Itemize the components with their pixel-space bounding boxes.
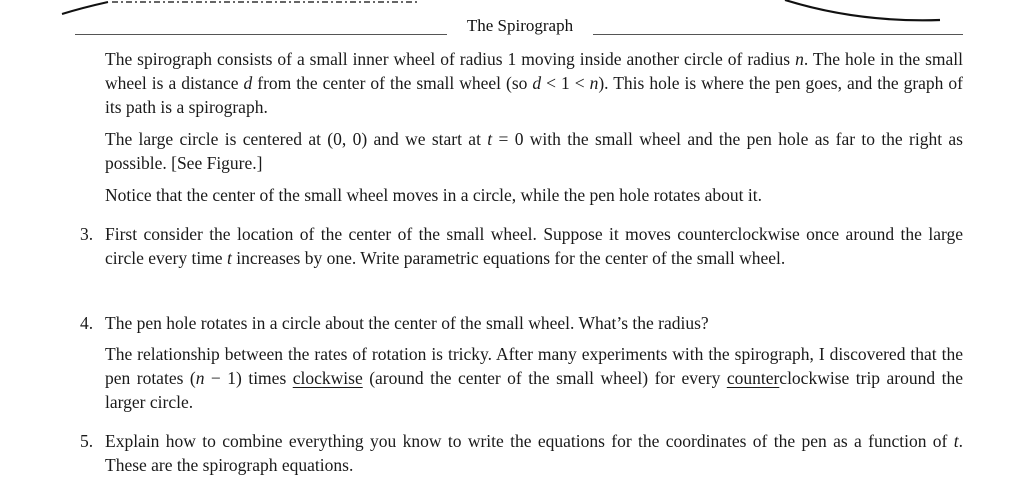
- item5-text-2: . These are the spirograph equations.: [105, 431, 963, 475]
- p2-text-2: = 0 with the small wheel and the pen hole as far to the right as possible. [See Figure.]: [105, 129, 963, 173]
- p1-text-1: The spirograph consists of a small inner wheel of radius 1 moving inside another circle of radius: [105, 49, 796, 69]
- item-body: The pen hole rotates in a circle about the center of the small wheel. What’s the radius?: [105, 313, 709, 333]
- p1-math-n2: n: [589, 73, 599, 93]
- item5-math-t: t: [953, 431, 959, 451]
- p1-text-2: . The hole in the small wheel is a distance: [105, 49, 963, 93]
- section-title: The Spirograph: [466, 16, 574, 35]
- item3-text-2: increases by one. Write parametric equations for the center of the small wheel.: [231, 248, 786, 268]
- p1-math-n: n: [795, 49, 804, 69]
- intro-paragraph-1: [105, 47, 963, 119]
- item3-math-t: t: [226, 248, 232, 268]
- header-rule-right: [593, 34, 963, 35]
- p1-math-d: d: [243, 73, 253, 93]
- item-4-followup: [105, 342, 963, 414]
- intro-paragraph-3: Notice that the center of the small wheel moves in a circle, while the pen hole rotates about it.: [105, 185, 762, 205]
- left-pen-stroke: [62, 2, 108, 14]
- underlined-counter: counter: [726, 368, 780, 388]
- followup-text-3: (around the center of the small wheel) for every: [362, 368, 727, 388]
- followup-text-2: − 1) times: [204, 368, 293, 388]
- p2-text-1: The large circle is centered at (0, 0) and we start at: [105, 129, 488, 149]
- header-rule-left: [75, 34, 447, 35]
- item3-text-1: First consider the location of the center of the small wheel. Suppose it moves counterclockwise once around the large circle every time: [105, 224, 963, 268]
- followup-text-1: The relationship between the rates of rotation is tricky. After many experiments with the spirograph, I discovered that the pen rotates (: [105, 344, 963, 388]
- item-number: 4.: [80, 313, 94, 333]
- underlined-clockwise: clockwise: [292, 368, 363, 388]
- item-number: 5.: [80, 431, 94, 451]
- p1-math-d2: d: [532, 73, 542, 93]
- p1-text-4: < 1 <: [541, 73, 590, 93]
- p1-text-3: from the center of the small wheel (so: [252, 73, 533, 93]
- section-header: [75, 14, 963, 40]
- list-item-5: [80, 429, 963, 477]
- intro-paragraph-2: [105, 127, 963, 175]
- list-item-3: [80, 222, 963, 270]
- p2-math-t: t: [487, 129, 493, 149]
- item5-text-1: Explain how to combine everything you know to write the equations for the coordinates of the pen as a function of: [105, 431, 954, 451]
- followup-text-4: clockwise trip around the larger circle.: [105, 368, 963, 412]
- item-number: 3.: [80, 224, 94, 244]
- item-body: [105, 429, 963, 477]
- followup-math-n: n: [195, 368, 205, 388]
- p1-text-5: ). This hole is where the pen goes, and the graph of its path is a spirograph.: [105, 73, 963, 117]
- list-item-4: [80, 311, 963, 335]
- item-body: [105, 222, 963, 270]
